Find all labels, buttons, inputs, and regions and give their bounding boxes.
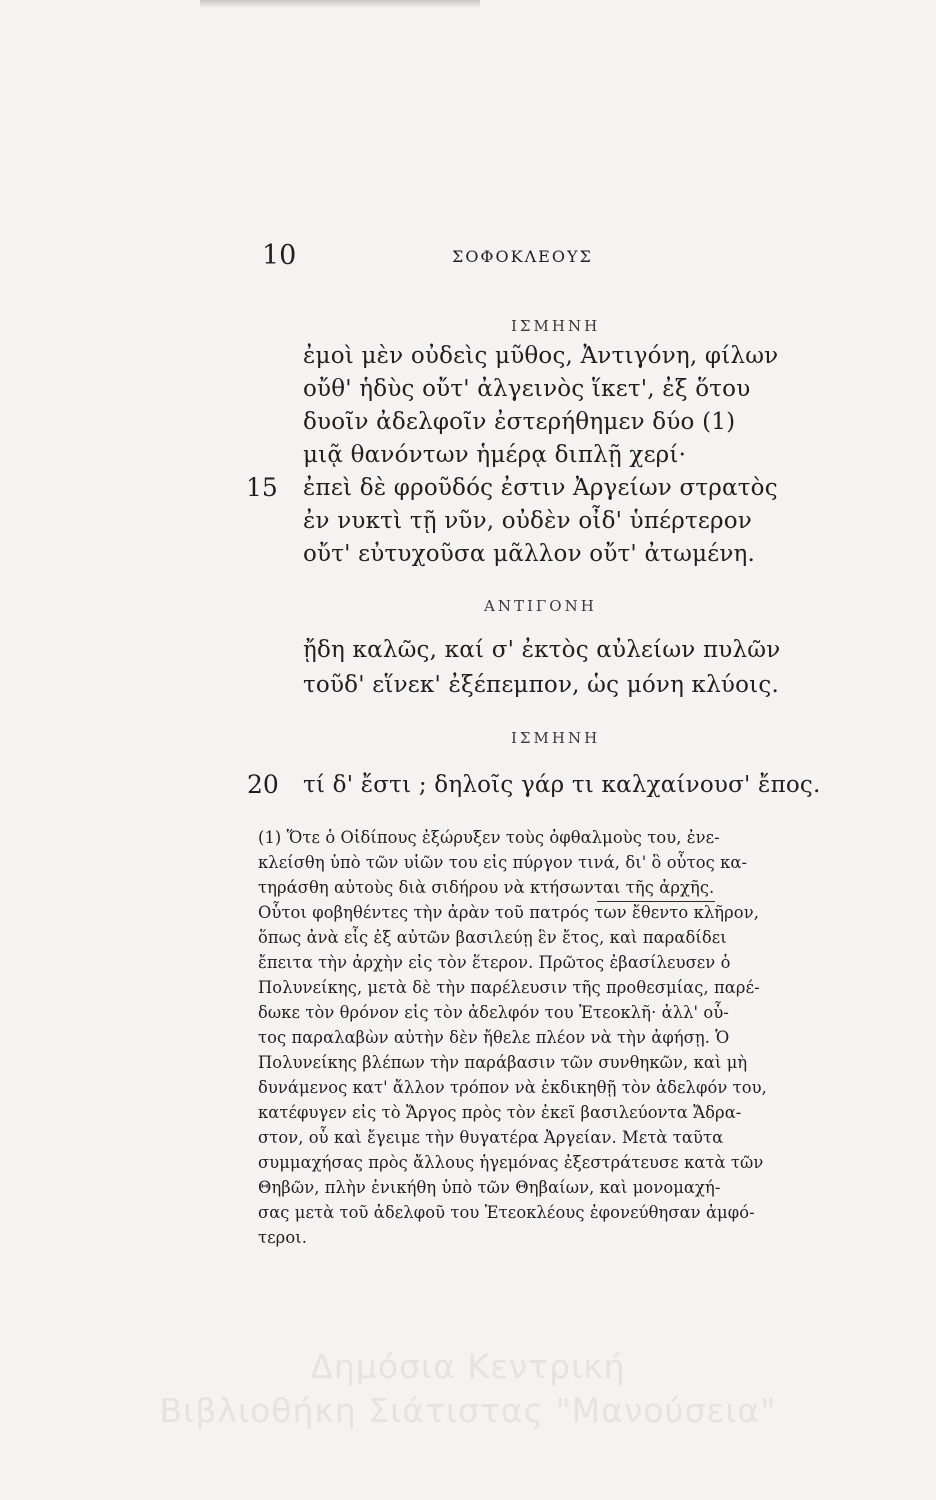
footnote-line: τεροι. bbox=[258, 1228, 307, 1247]
library-watermark-line: Βιβλιοθήκη Σιάτιστας "Μανούσεια" bbox=[159, 1391, 777, 1430]
line-number: 20 bbox=[247, 770, 279, 799]
verse-line: δυοῖν ἀδελφοῖν ἐστερήθημεν δύο (1) bbox=[303, 409, 736, 435]
footnote-line: δωκε τὸν θρόνον εἰς τὸν ἀδελφόν του Ἐτεοκλῆ· ἀλλ' οὗ- bbox=[258, 1003, 729, 1022]
footnote-line: στον, οὗ καὶ ἔγειμε τὴν θυγατέρα Ἀργείαν. Μετὰ ταῦτα bbox=[258, 1128, 724, 1147]
footnote-line: Πολυνείκης, μετὰ δὲ τὴν παρέλευσιν τῆς προθεσμίας, παρέ- bbox=[258, 978, 760, 997]
speaker-heading-ismene: ΙΣΜΗΝΗ bbox=[511, 729, 601, 747]
footnote-line: Οὗτοι φοβηθέντες τὴν ἀρὰν τοῦ πατρός των ἔθεντο κλῆρον, bbox=[258, 903, 759, 922]
verse-line: τί δ' ἔστι ; δηλοῖς γάρ τι καλχαίνουσ' ἔπος. bbox=[303, 772, 821, 798]
verse-line: ἐπεὶ δὲ φροῦδός ἐστιν Ἀργείων στρατὸς bbox=[303, 475, 778, 501]
verse-line: μιᾷ θανόντων ἡμέρᾳ διπλῇ χερί· bbox=[303, 442, 687, 468]
footnote-line: συμμαχήσας πρὸς ἄλλους ἡγεμόνας ἐξεστράτευσε κατὰ τῶν bbox=[258, 1153, 764, 1172]
pen-underline bbox=[597, 901, 715, 902]
running-title: ΣΟΦΟΚΛΕΟΥΣ bbox=[452, 247, 593, 266]
footnote-line: δυνάμενος κατ' ἄλλον τρόπον νὰ ἐκδικηθῇ τὸν ἀδελφόν του, bbox=[258, 1078, 767, 1097]
footnote-line: κλείσθη ὑπὸ τῶν υἱῶν του εἰς πύργον τινά, δι' ὃ οὗτος κα- bbox=[258, 853, 748, 872]
footnote-line: ἔπειτα τὴν ἀρχὴν εἰς τὸν ἕτερον. Πρῶτος ἐβασίλευσεν ὁ bbox=[258, 953, 731, 972]
line-number: 15 bbox=[246, 473, 278, 502]
footnote-line: ὅπως ἀνὰ εἷς ἐξ αὐτῶν βασιλεύῃ ἓν ἔτος, καὶ παραδίδει bbox=[258, 928, 727, 947]
footnote-line: τος παραλαβὼν αὐτὴν δὲν ἤθελε πλέον νὰ τὴν ἀφήσῃ. Ὁ bbox=[258, 1028, 730, 1047]
footnote-line: σας μετὰ τοῦ ἀδελφοῦ του Ἐτεοκλέους ἐφονεύθησαν ἀμφό- bbox=[258, 1203, 755, 1222]
speaker-heading-antigone: ΑΝΤΙΓΟΝΗ bbox=[484, 597, 597, 615]
page-number: 10 bbox=[262, 240, 297, 271]
footnote-line: κατέφυγεν εἰς τὸ Ἄργος πρὸς τὸν ἐκεῖ βασιλεύοντα Ἄδρα- bbox=[258, 1103, 742, 1122]
verse-line: ᾔδη καλῶς, καί σ' ἐκτὸς αὐλείων πυλῶν bbox=[303, 637, 781, 663]
footnote-line: (1) Ὅτε ὁ Οἰδίπους ἐξώρυξεν τοὺς ὀφθαλμοὺς του, ἐνε- bbox=[258, 828, 720, 847]
footnote-line: Πολυνείκης βλέπων τὴν παράβασιν τῶν συνθηκῶν, καὶ μὴ bbox=[258, 1053, 748, 1072]
verse-line: ἐν νυκτὶ τῇ νῦν, οὐδὲν οἶδ' ὑπέρτερον bbox=[303, 508, 752, 534]
library-watermark-line: Δημόσια Κεντρική bbox=[310, 1347, 626, 1386]
verse-line: ἐμοὶ μὲν οὐδεὶς μῦθος, Ἀντιγόνη, φίλων bbox=[303, 343, 779, 369]
verse-line: οὔτ' εὐτυχοῦσα μᾶλλον οὔτ' ἀτωμένη. bbox=[303, 541, 756, 567]
speaker-heading-ismene: ΙΣΜΗΝΗ bbox=[511, 317, 601, 335]
footnote-line: Θηβῶν, πλὴν ἐνικήθη ὑπὸ τῶν Θηβαίων, καὶ μονομαχή- bbox=[258, 1178, 721, 1197]
verse-line: τοῦδ' εἵνεκ' ἐξέπεμπον, ὡς μόνη κλύοις. bbox=[303, 672, 779, 698]
scan-shadow bbox=[200, 0, 480, 8]
verse-line: οὔθ' ἡδὺς οὔτ' ἀλγεινὸς ἵκετ', ἐξ ὅτου bbox=[303, 376, 751, 402]
footnote-line: τηράσθη αὐτοὺς διὰ σιδήρου νὰ κτήσωνται τῆς ἀρχῆς. bbox=[258, 878, 715, 897]
